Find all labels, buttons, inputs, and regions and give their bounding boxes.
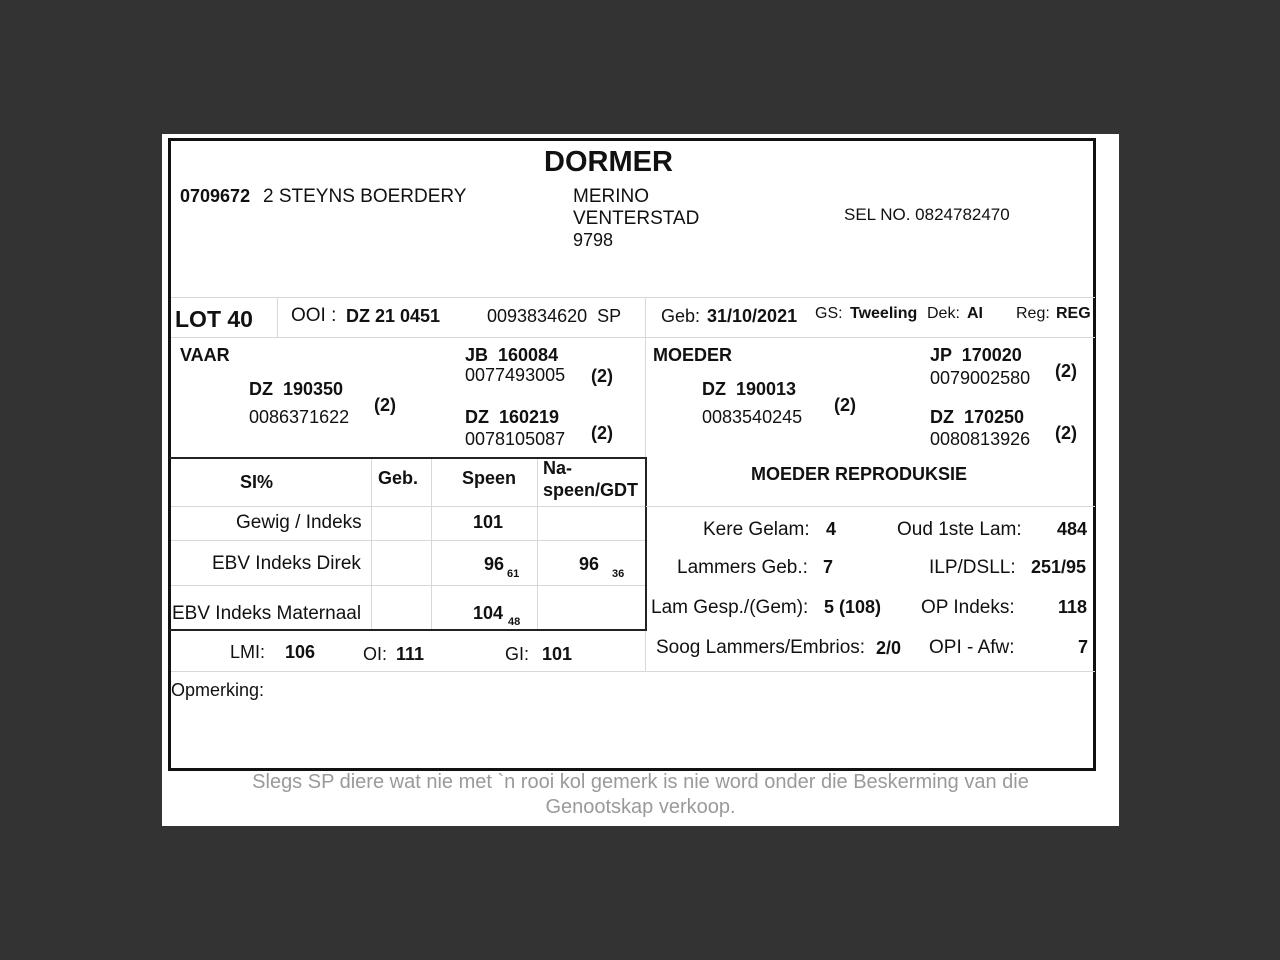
opi-afw-value: 7 (1078, 637, 1089, 657)
footer-note (162, 770, 1119, 820)
moeder-dam-id: DZ 170250 (930, 407, 1025, 427)
ooi-tag: 0093834620 SP (487, 306, 622, 326)
lot-number: LOT 40 (175, 306, 253, 332)
gi-value: 101 (542, 644, 573, 664)
row-maternaal-speen-sub: 48 (508, 616, 521, 628)
row-maternaal-label: EBV Indeks Maternaal (172, 603, 362, 624)
divider (171, 297, 1095, 298)
breeder-id: 0709672 (180, 186, 251, 206)
vaar-sire-id: JB 160084 (465, 345, 559, 365)
gs-value: Tweeling (850, 305, 918, 322)
si-table-right-border (645, 457, 647, 631)
divider (171, 337, 1095, 338)
vaar-id: DZ 190350 (249, 379, 344, 399)
moeder-sire-number: 0079002580 (930, 368, 1031, 388)
moeder-sire-count: (2) (1055, 361, 1077, 381)
vaar-dam-count: (2) (591, 423, 613, 443)
vaar-sire-number: 0077493005 (465, 365, 566, 385)
moeder-dam-count: (2) (1055, 423, 1077, 443)
divider (431, 459, 432, 629)
lam-gesp-label: Lam Gesp./(Gem): (651, 597, 809, 618)
lot-card (168, 138, 1096, 771)
vaar-label: VAAR (180, 345, 230, 365)
address-line-2: VENTERSTAD (573, 208, 700, 229)
footer-line-2: Genootskap verkoop. (545, 796, 736, 818)
vaar-count: (2) (374, 395, 396, 415)
address-line-3: 9798 (573, 230, 614, 250)
birth-date: 31/10/2021 (707, 306, 798, 326)
opi-afw-label: OPI - Afw: (929, 637, 1015, 658)
soog-lammers-value: 2/0 (876, 638, 902, 658)
oi-value: 111 (396, 644, 425, 664)
vaar-dam-number: 0078105087 (465, 429, 566, 449)
gi-label: GI: (505, 644, 530, 664)
moeder-id: DZ 190013 (702, 379, 797, 399)
divider (537, 459, 538, 629)
soog-lammers-label: Soog Lammers/Embrios: (656, 637, 866, 658)
moeder-count: (2) (834, 395, 856, 415)
row-gewig-speen: 101 (473, 512, 504, 532)
row-direk-speen: 96 (484, 554, 505, 574)
vaar-dam-id: DZ 160219 (465, 407, 560, 427)
vaar-number: 0086371622 (249, 407, 350, 427)
lmi-label: LMI: (230, 642, 266, 662)
lammers-geb-label: Lammers Geb.: (677, 557, 808, 578)
lammers-geb-value: 7 (823, 557, 834, 577)
row-direk-label: EBV Indeks Direk (212, 553, 361, 574)
row-gewig-label: Gewig / Indeks (236, 512, 362, 533)
moeder-number: 0083540245 (702, 407, 803, 427)
divider (171, 540, 645, 541)
kere-gelam-value: 4 (826, 519, 837, 539)
opmerking-label: Opmerking: (171, 680, 265, 700)
naspeen-column-header-2: speen/GDT (543, 480, 639, 500)
dek-value: AI (967, 305, 983, 322)
naspeen-column-header-1: Na- (543, 458, 573, 478)
oi-label: OI: (363, 644, 388, 664)
lam-gesp-value: 5 (108) (824, 597, 882, 617)
op-indeks-value: 118 (1058, 597, 1088, 617)
row-direk-naspeen: 96 (579, 554, 600, 574)
op-indeks-label: OP Indeks: (921, 597, 1015, 618)
divider (646, 506, 1095, 507)
reg-label: Reg: (1016, 305, 1050, 322)
moeder-sire-id: JP 170020 (930, 345, 1022, 365)
footer-line-1: Slegs SP diere wat nie met `n rooi kol gemerk is nie word onder die Beskerming van die (252, 771, 1029, 793)
ilp-dsll-value: 251/95 (1031, 557, 1087, 577)
ilp-dsll-label: ILP/DSLL: (929, 557, 1016, 578)
address-line-1: MERINO (573, 186, 649, 207)
si-table-top-border (169, 457, 647, 459)
reproduction-title: MOEDER REPRODUKSIE (751, 464, 968, 484)
row-direk-naspeen-sub: 36 (612, 568, 625, 580)
divider (171, 585, 645, 586)
si-table-bottom-border (169, 629, 647, 631)
kere-gelam-label: Kere Gelam: (703, 519, 810, 540)
row-maternaal-speen: 104 (473, 603, 504, 623)
row-direk-speen-sub: 61 (507, 568, 520, 580)
moeder-label: MOEDER (653, 345, 733, 365)
ooi-label: OOI : (291, 305, 337, 326)
speen-column-header: Speen (462, 468, 517, 488)
gs-label: GS: (815, 305, 843, 322)
si-column-header: SI% (240, 472, 274, 492)
lmi-value: 106 (285, 642, 316, 662)
breeder-name: 2 STEYNS BOERDERY (263, 186, 467, 207)
breed-title: DORMER (544, 146, 673, 178)
divider (371, 459, 372, 629)
divider (171, 671, 1095, 672)
ooi-id: DZ 21 0451 (346, 306, 441, 326)
birth-label: Geb: (661, 306, 701, 326)
moeder-dam-number: 0080813926 (930, 429, 1031, 449)
dek-label: Dek: (927, 305, 960, 322)
phone-number: SEL NO. 0824782470 (844, 205, 1010, 224)
geb-column-header: Geb. (378, 468, 419, 488)
divider (171, 506, 645, 507)
oud-1ste-lam-label: Oud 1ste Lam: (897, 519, 1022, 540)
divider (277, 297, 278, 337)
oud-1ste-lam-value: 484 (1057, 519, 1088, 539)
reg-value: REG (1056, 305, 1091, 322)
vaar-sire-count: (2) (591, 366, 613, 386)
